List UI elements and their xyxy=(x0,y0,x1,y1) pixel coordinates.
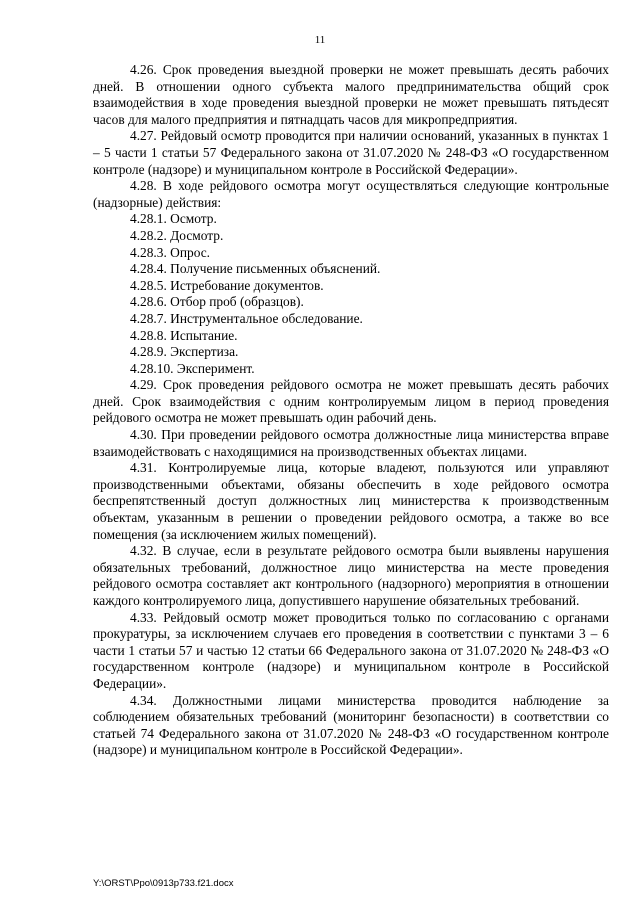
paragraph-4-30: 4.30. При проведении рейдового осмотра должностные лица министерства вправе взаимодействовать с находящимися на производственных объектах лицами. xyxy=(93,427,609,459)
subitem-4-28-7: 4.28.7. Инструментальное обследование. xyxy=(130,310,363,326)
subitem-4-28-10: 4.28.10. Эксперимент. xyxy=(130,360,255,376)
subitem-4-28-6: 4.28.6. Отбор проб (образцов). xyxy=(130,294,304,310)
subitem-4-28-8: 4.28.8. Испытание. xyxy=(130,327,238,343)
subitem-4-28-1: 4.28.1. Осмотр. xyxy=(130,211,217,227)
page-number: 11 xyxy=(314,34,326,46)
paragraph-4-27: 4.27. Рейдовый осмотр проводится при наличии оснований, указанных в пунктах 1 – 5 части 1 статьи 57 Федерального закона от 31.07.2020 № 248-ФЗ «О государственном контроле (надзоре) и муниципальном контроле в Российской Федерации». xyxy=(93,128,609,177)
paragraph-4-33: 4.33. Рейдовый осмотр может проводиться только по согласованию с органами прокуратуры, за исключением случаев его проведения в соответствии с пунктами 3 – 6 части 1 статьи 57 и частью 12 статьи 66 Федерального закона от 31.07.2020 № 248-ФЗ «О государственном контроле (надзоре) и муниципальном контроле в Российской Федерации». xyxy=(93,609,609,691)
subitem-4-28-9: 4.28.9. Экспертиза. xyxy=(130,344,239,360)
paragraph-4-29: 4.29. Срок проведения рейдового осмотра не может превышать десять рабочих дней. Срок взаимодействия с одним контролируемым лицом в период проведения рейдового осмотра не может превышать один рабочий день. xyxy=(93,377,609,426)
paragraph-4-34: 4.34. Должностными лицами министерства проводится наблюдение за соблюдением обязательных требований (мониторинг безопасности) в соответствии со статьей 74 Федерального закона от 31.07.2020 № 248-ФЗ «О государственном контроле (надзоре) и муниципальном контроле в Российской Федерации». xyxy=(93,692,609,758)
paragraph-4-28: 4.28. В ходе рейдового осмотра могут осуществляться следующие контрольные (надзорные) действия: xyxy=(93,178,609,210)
paragraph-4-32: 4.32. В случае, если в результате рейдового осмотра были выявлены нарушения обязательных требований, должностное лицо министерства на месте проведения рейдового осмотра составляет акт контрольного (надзорного) мероприятия в отношении каждого контролируемого лица, допустившего нарушение обязательных требований. xyxy=(93,543,609,608)
document-body xyxy=(93,62,609,759)
subitem-4-28-2: 4.28.2. Досмотр. xyxy=(130,227,224,243)
subitem-4-28-4: 4.28.4. Получение письменных объяснений. xyxy=(130,261,381,277)
subitem-4-28-5: 4.28.5. Истребование документов. xyxy=(130,277,324,293)
paragraph-4-26: 4.26. Срок проведения выездной проверки не может превышать десять рабочих дней. В отношении одного субъекта малого предпринимательства общий срок взаимодействия в ходе проведения выездной проверки не может превышать пятьдесят часов для малого предприятия и пятнадцать часов для микропредприятия. xyxy=(93,62,609,127)
paragraph-4-31: 4.31. Контролируемые лица, которые владеют, пользуются или управляют производственными объектами, обязаны обеспечить в ходе рейдового осмотра беспрепятственный доступ должностных лиц министерства к производственным объектам, указанным в решении о проведении рейдового осмотра, а также во все помещения (за исключением жилых помещений). xyxy=(93,460,609,542)
file-path-footer: Y:\ORST\Ppo\0913p733.f21.docx xyxy=(93,878,234,889)
subitem-4-28-3: 4.28.3. Опрос. xyxy=(130,244,211,260)
